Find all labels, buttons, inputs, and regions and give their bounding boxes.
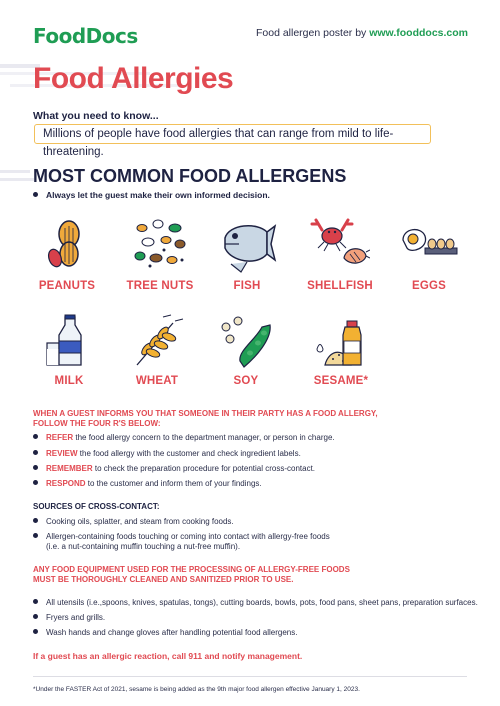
- allergen-label: SOY: [233, 375, 259, 387]
- wheat-icon: [127, 313, 187, 369]
- allergen-milk: [24, 313, 114, 387]
- bullet-icon: [33, 614, 38, 619]
- soy-icon: [216, 313, 276, 369]
- peanut-icon: [37, 214, 97, 274]
- bullet-icon: [33, 192, 38, 197]
- allergen-label: WHEAT: [135, 375, 179, 387]
- allergen-label: FISH: [233, 280, 261, 292]
- allergen-label: SHELLFISH: [307, 280, 373, 292]
- allergen-shellfish: [295, 214, 385, 292]
- milk-icon: [39, 313, 99, 369]
- allergen-eggs: [384, 214, 474, 292]
- cross-contact-heading: SOURCES OF CROSS-CONTACT:: [33, 502, 160, 511]
- bullet-icon: [33, 629, 38, 634]
- allergen-label: SESAME*: [313, 375, 369, 387]
- bullet-icon: [33, 450, 38, 455]
- emergency-note: If a guest has an allergic reaction, call 911 and notify management.: [33, 651, 303, 661]
- guest-decision-note: Always let the guest make their own informed decision.: [33, 190, 270, 200]
- allergen-peanuts: [22, 214, 112, 292]
- section-brush-decoration: [0, 168, 34, 186]
- list-item-cooking-oils: Cooking oils, splatter, and steam from cooking foods.: [33, 517, 234, 527]
- bullet-icon: [33, 599, 38, 604]
- allergen-label: TREE NUTS: [126, 280, 194, 292]
- list-item-allergen-contact: Allergen-containing foods touching or coming into contact with allergy-free foods (i.e. a nut-containing muffin touching a nut-free muffin).: [33, 532, 330, 552]
- allergen-soy: [201, 313, 291, 387]
- egg-icon: [399, 214, 459, 274]
- fish-icon: [217, 214, 277, 274]
- allergen-fish: [202, 214, 292, 292]
- allergy-alert-heading: WHEN A GUEST INFORMS YOU THAT SOMEONE IN THEIR PARTY HAS A FOOD ALLERGY, FOLLOW THE FOUR R'S BELOW:: [33, 409, 378, 428]
- allergen-label: PEANUTS: [38, 280, 96, 292]
- allergen-sesame: [296, 313, 386, 387]
- poster-tagline: [256, 27, 468, 39]
- list-item-remember: REMEMBER to check the preparation procedure for potential cross-contact.: [33, 464, 315, 474]
- fooddocs-logo: FoodDocs: [33, 24, 138, 48]
- bullet-icon: [33, 434, 38, 439]
- allergen-label: MILK: [54, 375, 84, 387]
- bullet-icon: [33, 518, 38, 523]
- tagline-prefix: Food allergen poster by: [255, 27, 370, 39]
- list-item-fryers: Fryers and grills.: [33, 613, 105, 623]
- bullet-icon: [33, 533, 38, 538]
- allergen-label: EGGS: [411, 280, 447, 292]
- intro-callout: Millions of people have food allergies that can range from mild to life-threatening.: [34, 124, 431, 144]
- list-item-respond: RESPOND to the customer and inform them of your findings.: [33, 479, 262, 489]
- list-item-wash-hands: Wash hands and change gloves after handling potential food allergens.: [33, 628, 297, 638]
- list-item-refer: REFER the food allergy concern to the department manager, or person in charge.: [33, 433, 335, 443]
- footer-divider: [33, 676, 467, 677]
- bullet-icon: [33, 480, 38, 485]
- section-title-allergens: MOST COMMON FOOD ALLERGENS: [33, 166, 347, 186]
- allergen-wheat: [112, 313, 202, 387]
- list-item-review: REVIEW the food allergy with the customer and check ingredient labels.: [33, 449, 301, 459]
- intro-heading: What you need to know...: [33, 110, 159, 122]
- shellfish-icon: [310, 214, 370, 274]
- fooddocs-link[interactable]: www.fooddocs.com: [369, 27, 468, 39]
- list-item-utensils: All utensils (i.e.,spoons, knives, spatulas, tongs), cutting boards, bowls, pots, food pans, sheet pans, preparation surfaces.: [33, 598, 478, 608]
- tree-nuts-icon: [130, 214, 190, 274]
- sesame-footnote: *Under the FASTER Act of 2021, sesame is being added as the 9th major food allergen effective January 1, 2023.: [33, 686, 360, 693]
- page-title: Food Allergies: [33, 62, 234, 95]
- equipment-alert-heading: ANY FOOD EQUIPMENT USED FOR THE PROCESSING OF ALLERGY-FREE FOODS MUST BE THOROUGHLY CLEANED AND SANITIZED PRIOR TO USE.: [33, 565, 350, 584]
- bullet-icon: [33, 465, 38, 470]
- sesame-icon: [311, 313, 371, 369]
- allergen-tree-nuts: [115, 214, 205, 292]
